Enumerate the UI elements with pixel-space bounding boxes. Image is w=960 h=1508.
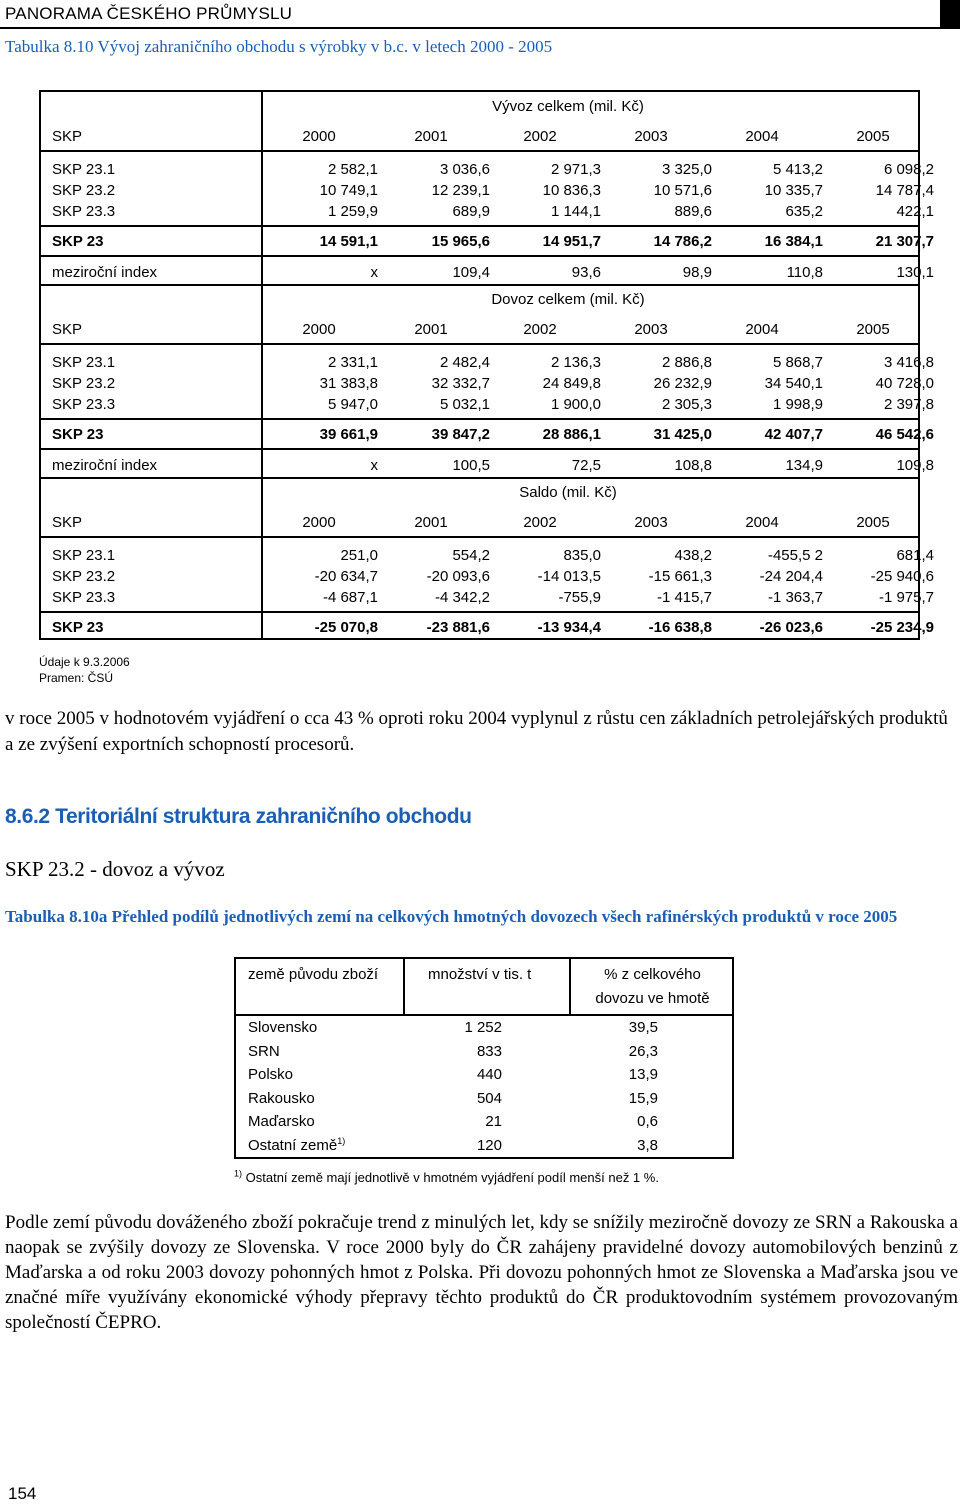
value-cell: -16 638,8: [648, 619, 712, 636]
country-name: [248, 1041, 280, 1063]
value-cell: -25 940,6: [870, 568, 934, 585]
footnote-mark: 1): [234, 1168, 243, 1179]
value-cell: 72,5: [571, 457, 601, 474]
table-rule: [41, 255, 918, 257]
country-name: [248, 1135, 345, 1157]
value-cell: -24 204,4: [759, 568, 823, 585]
year-cell: 2001: [414, 128, 448, 145]
table1-notes: [39, 654, 130, 686]
value-cell: -1 363,7: [767, 589, 823, 606]
row-label: SKP 23: [52, 619, 104, 636]
value-cell: -1 415,7: [656, 589, 712, 606]
value-cell: 34 540,1: [764, 375, 823, 392]
table-rule: [41, 225, 918, 227]
table-row: [41, 546, 934, 566]
value-cell: -15 661,3: [648, 568, 712, 585]
value-cell: 422,1: [896, 203, 934, 220]
value-cell: 554,2: [452, 547, 490, 564]
value-cell: 134,9: [785, 457, 823, 474]
table-row: [41, 395, 934, 415]
year-cell: 2002: [523, 514, 557, 531]
year-cell: 2000: [302, 128, 336, 145]
value-cell: 39 847,2: [431, 426, 490, 443]
year-cell: 2003: [634, 514, 668, 531]
value-cell: 681,4: [896, 547, 934, 564]
country-name-text: SRN: [248, 1042, 280, 1060]
year-cell: 2005: [856, 321, 890, 338]
row-label: meziroční index: [52, 264, 158, 281]
quantity-cell: 120: [476, 1136, 502, 1154]
value-cell: x: [370, 264, 378, 281]
share-cell: 39,5: [628, 1019, 658, 1036]
value-cell: 2 886,8: [661, 354, 712, 371]
year-cell: 2002: [523, 321, 557, 338]
country-name-text: Ostatní země: [248, 1136, 338, 1154]
value-cell: 3 325,0: [661, 161, 712, 178]
row-label: SKP 23.3: [52, 396, 116, 413]
value-cell: 109,8: [896, 457, 934, 474]
value-cell: 5 413,2: [772, 161, 823, 178]
value-cell: 6 098,2: [883, 161, 934, 178]
value-cell: 2 582,1: [327, 161, 378, 178]
year-cell: 2002: [523, 128, 557, 145]
value-cell: 5 947,0: [327, 396, 378, 413]
value-cell: -23 881,6: [426, 619, 490, 636]
table2-header-share-line1: % z celkového: [604, 966, 701, 983]
table2-header-country: země původu zboží: [248, 966, 379, 983]
share-cell: 13,9: [628, 1066, 658, 1083]
section-heading: 8.6.2 Teritoriální struktura zahraničního obchodu: [5, 805, 472, 828]
page-number: 154: [8, 1484, 37, 1503]
value-cell: 5 868,7: [772, 354, 823, 371]
value-cell: -25 234,9: [870, 619, 934, 636]
year-cell: 2000: [302, 321, 336, 338]
country-name-text: Slovensko: [248, 1019, 318, 1036]
table-row: [41, 202, 934, 222]
value-cell: 42 407,7: [764, 426, 823, 443]
table-row: [41, 588, 934, 608]
value-cell: -20 093,6: [426, 568, 490, 585]
country-row: [236, 1041, 732, 1063]
table-row: [41, 567, 934, 587]
section-title: Vývoz celkem (mil. Kč): [492, 98, 644, 115]
country-name: [248, 1088, 315, 1110]
year-cell: 2004: [745, 321, 779, 338]
page-header: [0, 0, 960, 28]
value-cell: 2 397,8: [883, 396, 934, 413]
country-row: [236, 1111, 732, 1133]
value-cell: 1 259,9: [327, 203, 378, 220]
value-cell: -455,5 2: [767, 547, 823, 564]
value-cell: 93,6: [571, 264, 601, 281]
value-cell: 110,8: [786, 264, 823, 281]
year-cell: 2003: [634, 128, 668, 145]
footnote-ref: 1): [337, 1135, 346, 1146]
row-label: SKP 23.2: [52, 182, 116, 199]
share-cell: 15,9: [628, 1089, 658, 1107]
table2-header-quantity: množství v tis. t: [428, 966, 532, 983]
row-label: SKP 23.1: [52, 161, 116, 178]
section-title: Dovoz celkem (mil. Kč): [491, 291, 645, 308]
value-cell: -4 342,2: [434, 589, 490, 606]
year-cell: 2001: [414, 321, 448, 338]
value-cell: 635,2: [785, 203, 823, 220]
country-row: [236, 1064, 732, 1086]
value-cell: 1 900,0: [550, 396, 601, 413]
row-label: SKP 23.2: [52, 568, 116, 585]
value-cell: 28 886,1: [542, 426, 601, 443]
value-cell: -4 687,1: [322, 589, 378, 606]
value-cell: -26 023,6: [759, 619, 823, 636]
section-title: Saldo (mil. Kč): [519, 484, 617, 501]
row-label: SKP 23.3: [52, 203, 116, 220]
paragraph-2: Podle zemí původu dováženého zboží pokračuje trend z minulých let, kdy se snížily meziročně dovozy ze SRN a Rakouska a naopak se zvýšily dovozy ze Slovenska. V roce 2000 byly do ČR zahájeny pravidelné dovozy automobilových benzinů z Maďarska a od roku 2003 dovozy pohonných hmot z Polska. Při dovozu pohonných hmot ze Slovenska a Maďarska jsou ve značné míře využívány ekonomické výhody přepravy těchto produktů do ČR produktovodním systémem provozovaným společností ČEPRO.: [5, 1212, 958, 1333]
value-cell: 2 482,4: [439, 354, 490, 371]
value-cell: 889,6: [674, 203, 712, 220]
row-label: SKP 23.1: [52, 354, 116, 371]
year-header-row: [41, 127, 918, 147]
country-row: [236, 1135, 732, 1157]
value-cell: 5 032,1: [439, 396, 490, 413]
row-label: SKP 23.3: [52, 589, 116, 606]
table-row: [41, 181, 934, 201]
quantity-cell: 440: [476, 1066, 502, 1083]
value-cell: 2 971,3: [550, 161, 601, 178]
value-cell: 24 849,8: [542, 375, 601, 392]
running-header: PANORAMA ČESKÉHO PRŮMYSLU: [5, 4, 293, 23]
value-cell: 100,5: [452, 457, 490, 474]
value-cell: -25 070,8: [314, 619, 378, 636]
quantity-cell: 504: [476, 1089, 502, 1107]
value-cell: 10 749,1: [319, 182, 378, 199]
table-rule: [41, 418, 918, 420]
value-cell: 46 542,6: [875, 426, 934, 443]
year-cell: 2004: [745, 128, 779, 145]
row-label: meziroční index: [52, 457, 158, 474]
value-cell: 98,9: [682, 264, 712, 281]
value-cell: 39 661,9: [319, 426, 378, 443]
value-cell: -1 975,7: [878, 589, 934, 606]
country-name-text: Maďarsko: [248, 1113, 315, 1130]
value-cell: 21 307,7: [875, 233, 934, 250]
header-label: SKP: [52, 128, 83, 145]
footnote-text: Ostatní země mají jednotlivě v hmotném vyjádření podíl menší než 1 %.: [245, 1170, 659, 1185]
table-rule: [41, 536, 918, 538]
year-header-row: [41, 513, 918, 533]
index-row: [41, 456, 934, 476]
value-cell: 15 965,6: [431, 233, 490, 250]
value-cell: 130,1: [896, 264, 934, 281]
table2-header-rule: [236, 1014, 732, 1016]
value-cell: 108,8: [674, 457, 712, 474]
value-cell: -13 934,4: [537, 619, 601, 636]
value-cell: 32 332,7: [431, 375, 490, 392]
table2-header-share: [571, 963, 734, 1011]
value-cell: x: [370, 457, 378, 474]
year-cell: 2000: [302, 514, 336, 531]
row-label: SKP 23.2: [52, 375, 116, 392]
table-row: [41, 160, 934, 180]
note-date: Údaje k 9.3.2006: [39, 655, 130, 669]
table-rule: [41, 611, 918, 613]
value-cell: 14 786,2: [653, 233, 712, 250]
year-cell: 2003: [634, 321, 668, 338]
table-rule: [41, 448, 918, 450]
subsection-heading: SKP 23.2 - dovoz a vývoz: [5, 857, 225, 881]
table2-title: Tabulka 8.10a Přehled podílů jednotlivých zemí na celkových hmotných dovozech všech rafinérských produktů v roce 2005: [5, 907, 898, 926]
header-rule: [0, 27, 960, 29]
row-label: SKP 23: [52, 233, 104, 250]
share-cell: 3,8: [637, 1136, 658, 1154]
year-cell: 2001: [414, 514, 448, 531]
value-cell: 109,4: [452, 264, 490, 281]
value-cell: -755,9: [558, 589, 601, 606]
year-cell: 2004: [745, 514, 779, 531]
value-cell: 26 232,9: [653, 375, 712, 392]
label-col-divider: [261, 92, 263, 640]
value-cell: 2 331,1: [327, 354, 378, 371]
value-cell: 2 136,3: [550, 354, 601, 371]
value-cell: -14 013,5: [537, 568, 601, 585]
table2-col-divider: [403, 959, 405, 1015]
value-cell: 40 728,0: [875, 375, 934, 392]
paragraph-1: v roce 2005 v hodnotovém vyjádření o cca 43 % oproti roku 2004 vyplynul z růstu cen základních petrolejářských produktů a ze zvýšení exportních schopností procesorů.: [5, 708, 948, 755]
value-cell: 31 383,8: [319, 375, 378, 392]
table-rule: [41, 477, 918, 479]
table-rule: [41, 343, 918, 345]
year-header-row: [41, 320, 918, 340]
index-row: [41, 263, 934, 283]
quantity-cell: 21: [485, 1113, 502, 1130]
value-cell: 2 305,3: [661, 396, 712, 413]
country-row: [236, 1017, 732, 1039]
header-marker: [940, 0, 960, 28]
table2-header-share-line2: dovozu ve hmotě: [595, 990, 710, 1007]
value-cell: 14 591,1: [319, 233, 378, 250]
value-cell: 10 571,6: [653, 182, 712, 199]
year-cell: 2005: [856, 514, 890, 531]
quantity-cell: 1 252: [464, 1019, 502, 1036]
value-cell: 14 787,4: [875, 182, 934, 199]
row-label: SKP 23: [52, 426, 104, 443]
value-cell: 3 036,6: [439, 161, 490, 178]
value-cell: 438,2: [674, 547, 712, 564]
table-rule: [41, 284, 918, 286]
value-cell: 251,0: [340, 547, 378, 564]
header-label: SKP: [52, 514, 83, 531]
trade-table: [39, 90, 934, 640]
note-source: Pramen: ČSÚ: [39, 671, 114, 685]
value-cell: 1 144,1: [550, 203, 601, 220]
table-row: [41, 374, 934, 394]
country-name: [248, 1064, 293, 1086]
value-cell: 10 836,3: [542, 182, 601, 199]
country-name: [248, 1111, 315, 1133]
table1-title: Tabulka 8.10 Vývoj zahraničního obchodu s výrobky v b.c. v letech 2000 - 2005: [5, 37, 553, 56]
value-cell: 31 425,0: [653, 426, 712, 443]
value-cell: 689,9: [452, 203, 490, 220]
table2-footnote: [234, 1170, 659, 1185]
total-row: [41, 618, 934, 638]
header-label: SKP: [52, 321, 83, 338]
quantity-cell: 833: [476, 1042, 502, 1060]
country-name-text: Rakousko: [248, 1089, 315, 1107]
value-cell: 12 239,1: [431, 182, 490, 199]
value-cell: 835,0: [563, 547, 601, 564]
year-cell: 2005: [856, 128, 890, 145]
table-row: [41, 353, 934, 373]
value-cell: 14 951,7: [542, 233, 601, 250]
country-row: [236, 1088, 732, 1110]
value-cell: 3 416,8: [883, 354, 934, 371]
row-label: SKP 23.1: [52, 547, 116, 564]
total-row: [41, 232, 934, 252]
value-cell: -20 634,7: [314, 568, 378, 585]
total-row: [41, 425, 934, 445]
country-name-text: Polsko: [248, 1066, 294, 1083]
import-share-table: [234, 957, 734, 1159]
share-cell: 0,6: [637, 1113, 658, 1130]
share-cell: 26,3: [628, 1042, 658, 1060]
table-rule: [41, 150, 918, 152]
value-cell: 16 384,1: [764, 233, 823, 250]
country-name: [248, 1017, 317, 1039]
value-cell: 1 998,9: [772, 396, 823, 413]
value-cell: 10 335,7: [764, 182, 823, 199]
